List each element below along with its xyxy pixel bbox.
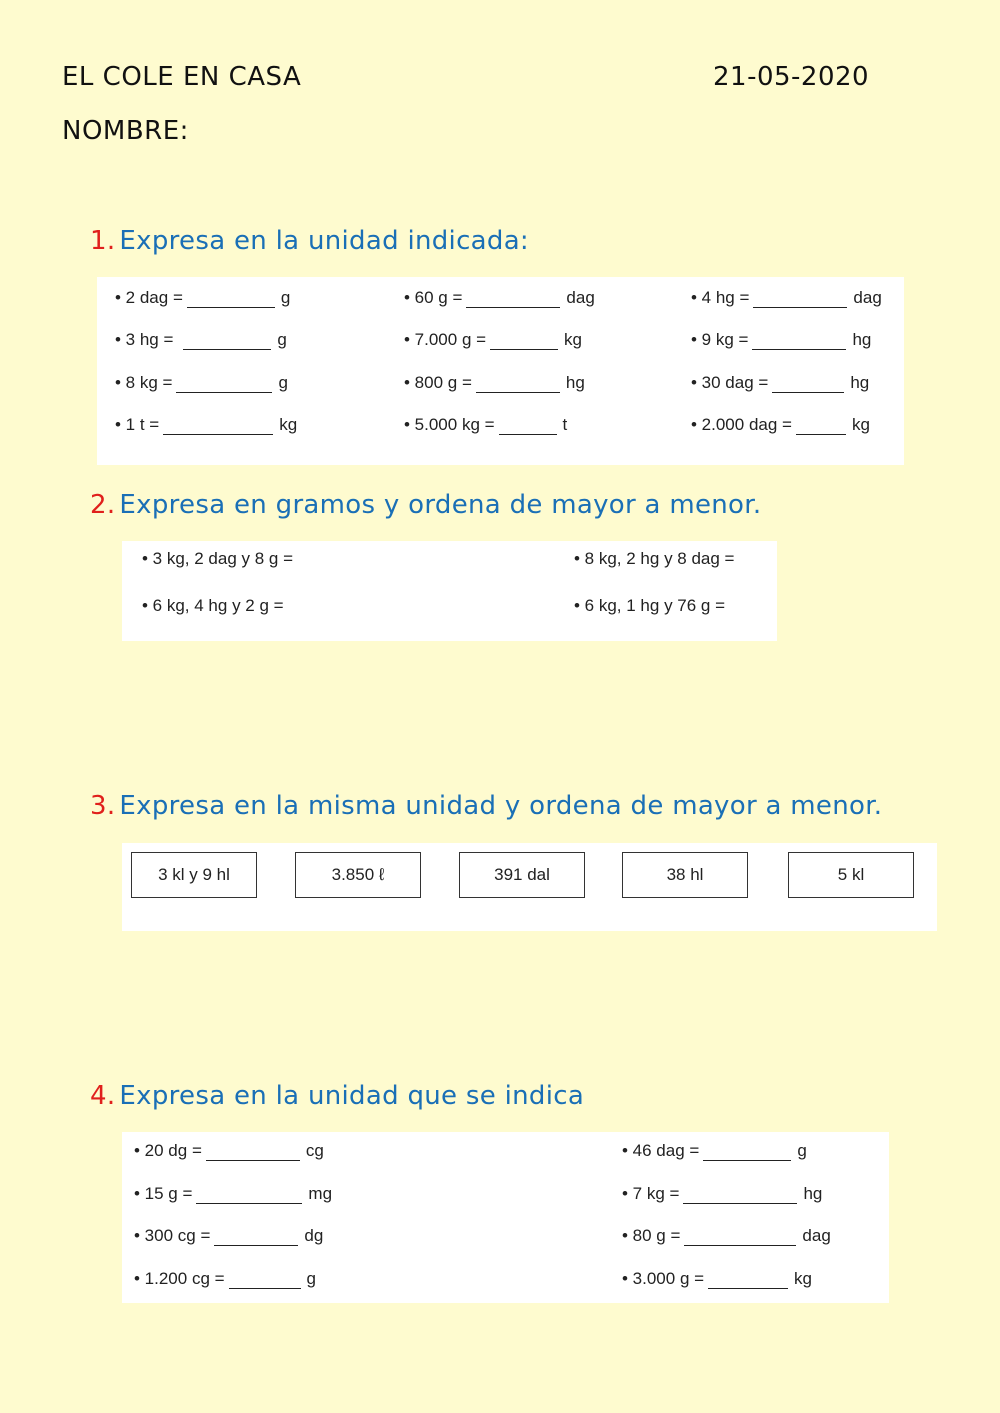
answer-blank[interactable]: [176, 376, 272, 393]
answer-blank[interactable]: [753, 291, 847, 308]
gram-conversion-item: • 6 kg, 4 hg y 2 g =: [142, 596, 284, 615]
conversion-item: • 80 g = dag: [622, 1226, 831, 1245]
conversion-item: • 7.000 g = kg: [404, 330, 583, 349]
conversion-item: • 3 hg = g: [115, 330, 287, 349]
section-3-heading: [90, 791, 882, 821]
gram-conversion-item: • 6 kg, 1 hg y 76 g =: [574, 596, 726, 615]
conversion-item: • 9 kg = hg: [691, 330, 872, 349]
section-number: 1.: [90, 226, 116, 256]
conversion-item: • 2.000 dag = kg: [691, 415, 870, 434]
section-title: Expresa en la unidad indicada:: [119, 226, 529, 256]
conversion-item: • 2 dag = g: [115, 288, 291, 307]
capacity-box: 391 dal: [459, 852, 585, 898]
section-title: Expresa en la unidad que se indica: [119, 1081, 585, 1111]
conversion-item: • 1 t = kg: [115, 415, 298, 434]
answer-blank[interactable]: [752, 333, 846, 350]
name-label: NOMBRE:: [62, 116, 189, 146]
conversion-item: • 300 cg = dg: [134, 1226, 324, 1245]
answer-blank[interactable]: [206, 1144, 300, 1161]
answer-blank[interactable]: [499, 418, 557, 435]
section-title: Expresa en gramos y ordena de mayor a menor.: [119, 490, 762, 520]
answer-blank[interactable]: [476, 376, 560, 393]
section-2-exercise-panel: [122, 541, 777, 641]
worksheet-date: 21-05-2020: [713, 62, 870, 92]
answer-blank[interactable]: [466, 291, 560, 308]
section-number: 2.: [90, 490, 116, 520]
answer-blank[interactable]: [183, 333, 271, 350]
worksheet-title: EL COLE EN CASA: [62, 62, 302, 92]
answer-blank[interactable]: [187, 291, 275, 308]
conversion-item: • 7 kg = hg: [622, 1184, 823, 1203]
section-2-heading: [90, 490, 761, 520]
section-number: 4.: [90, 1081, 116, 1111]
conversion-item: • 5.000 kg = t: [404, 415, 568, 434]
section-title: Expresa en la misma unidad y ordena de mayor a menor.: [119, 791, 883, 821]
section-4-heading: [90, 1081, 584, 1111]
answer-blank[interactable]: [796, 418, 846, 435]
capacity-box: 5 kl: [788, 852, 914, 898]
conversion-item: • 3.000 g = kg: [622, 1269, 813, 1288]
section-1-heading: [90, 226, 529, 256]
answer-blank[interactable]: [163, 418, 273, 435]
answer-blank[interactable]: [703, 1144, 791, 1161]
gram-conversion-item: • 8 kg, 2 hg y 8 dag =: [574, 549, 735, 568]
gram-conversion-item: • 3 kg, 2 dag y 8 g =: [142, 549, 294, 568]
section-3-exercise-panel: [122, 843, 937, 931]
capacity-box: 3.850 ℓ: [295, 852, 421, 898]
section-1-exercise-panel: [97, 277, 904, 465]
conversion-item: • 46 dag = g: [622, 1141, 807, 1160]
section-number: 3.: [90, 791, 116, 821]
conversion-item: • 20 dg = cg: [134, 1141, 324, 1160]
section-4-exercise-panel: [122, 1132, 889, 1303]
conversion-item: • 60 g = dag: [404, 288, 595, 307]
conversion-item: • 4 hg = dag: [691, 288, 882, 307]
answer-blank[interactable]: [490, 333, 558, 350]
answer-blank[interactable]: [229, 1272, 301, 1289]
capacity-box: 3 kl y 9 hl: [131, 852, 257, 898]
answer-blank[interactable]: [708, 1272, 788, 1289]
answer-blank[interactable]: [214, 1229, 298, 1246]
capacity-box: 38 hl: [622, 852, 748, 898]
answer-blank[interactable]: [684, 1229, 796, 1246]
conversion-item: • 800 g = hg: [404, 373, 585, 392]
answer-blank[interactable]: [196, 1187, 302, 1204]
conversion-item: • 1.200 cg = g: [134, 1269, 317, 1288]
conversion-item: • 30 dag = hg: [691, 373, 870, 392]
conversion-item: • 15 g = mg: [134, 1184, 333, 1203]
answer-blank[interactable]: [772, 376, 844, 393]
answer-blank[interactable]: [683, 1187, 797, 1204]
conversion-item: • 8 kg = g: [115, 373, 288, 392]
